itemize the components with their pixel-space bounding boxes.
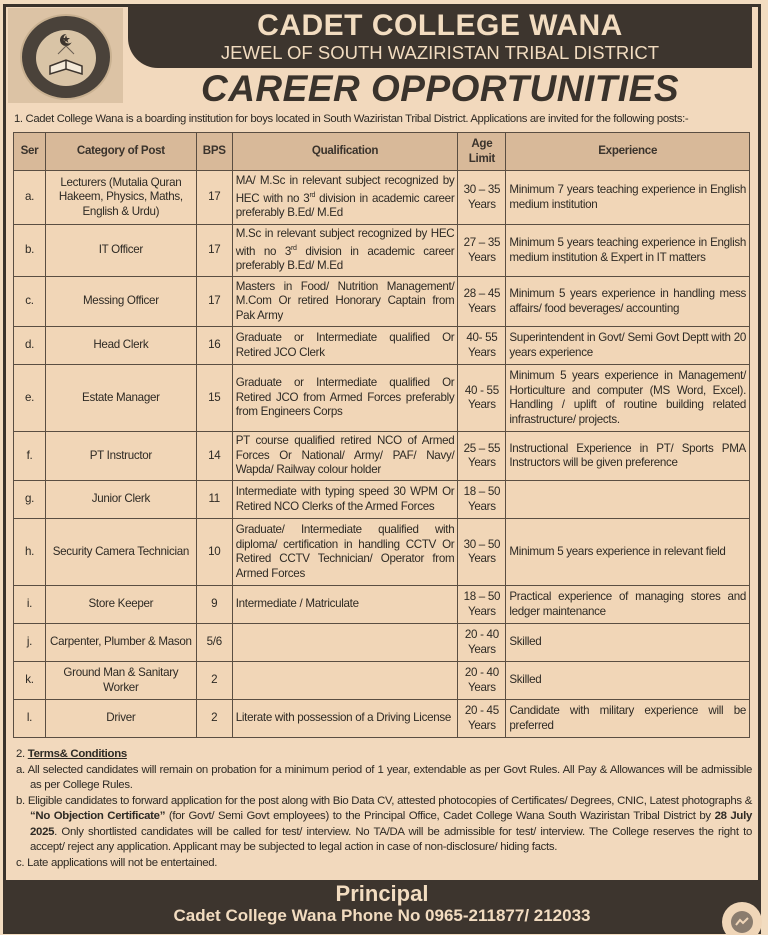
row-age-limit: 30 – 50 Years — [458, 519, 506, 586]
term-b — [16, 794, 752, 856]
row-age-limit: 40 - 55 Years — [458, 365, 506, 432]
row-experience: Minimum 5 years experience in relevant field — [506, 519, 750, 586]
row-ser: g. — [14, 481, 46, 519]
term-b-text-2: (for Govt/ Semi Govt employees) to the Principal Office, Cadet College Wana South Waziristan Tribal District by — [165, 810, 715, 822]
row-bps: 17 — [196, 171, 232, 225]
row-ser: i. — [14, 586, 46, 624]
row-ser: f. — [14, 432, 46, 481]
row-qualification: Literate with possession of a Driving License — [232, 700, 458, 738]
row-ser: b. — [14, 225, 46, 277]
row-bps: 16 — [196, 327, 232, 365]
term-c: c. Late applications will not be entertained. — [16, 856, 218, 869]
table-row — [14, 624, 750, 662]
row-age-limit: 28 – 45 Years — [458, 277, 506, 327]
row-age-limit: 20 - 40 Years — [458, 662, 506, 700]
table-row — [14, 327, 750, 365]
row-ser: j. — [14, 624, 46, 662]
header-experience: Experience — [506, 133, 750, 171]
row-bps: 2 — [196, 700, 232, 738]
logo-box — [8, 8, 123, 103]
row-qualification: PT course qualified retired NCO of Armed Forces Or National/ Army/ PAF/ Navy/ Wapda/ Railway colour holder — [232, 432, 458, 481]
row-age-limit: 18 – 50 Years — [458, 586, 506, 624]
row-age-limit: 20 - 45 Years — [458, 700, 506, 738]
table-row — [14, 481, 750, 519]
table-row — [14, 365, 750, 432]
row-bps: 5/6 — [196, 624, 232, 662]
row-bps: 15 — [196, 365, 232, 432]
row-qualification — [232, 624, 458, 662]
header-age-limit-text: Age Limit — [468, 137, 495, 165]
row-post: Estate Manager — [45, 365, 196, 432]
row-post: Junior Clerk — [45, 481, 196, 519]
row-post: Driver — [45, 700, 196, 738]
footer-contact: Cadet College Wana Phone No 0965-211877/ 212033 — [173, 906, 591, 925]
row-experience: Skilled — [506, 662, 750, 700]
row-experience: Practical experience of managing stores and ledger maintenance — [506, 586, 750, 624]
row-experience: Minimum 7 years teaching experience in English medium institution — [506, 171, 750, 225]
row-qualification: Graduate/ Intermediate qualified with diploma/ certification in handling CCTV Or Retired CCTV Technician/ Operator from Armed Forces — [232, 519, 458, 586]
term-b-text-1: b. Eligible candidates to forward application for the post along with Bio Data CV, attested photocopies of Certificates/ Degrees, CNIC, Latest photographs & — [16, 794, 752, 807]
row-qualification: M.Sc in relevant subject recognized by HEC with no 3rd division in academic career preferably B.Ed/ M.Ed — [232, 225, 458, 277]
term-b-text-3: . Only shortlisted candidates will be called for test/ interview. No TA/DA will be admissible for test/ interview. The College reserves the right to accept/ reject any application. Applicant may be subjected to legal action in case of non-disclosure/ hiding facts. — [30, 825, 752, 853]
row-post: Store Keeper — [45, 586, 196, 624]
table-row — [14, 171, 750, 225]
table-row — [14, 662, 750, 700]
row-qualification: Masters in Food/ Nutrition Management/ M.Com Or retired Honorary Captain from Pak Army — [232, 277, 458, 327]
table-row — [14, 519, 750, 586]
row-bps: 14 — [196, 432, 232, 481]
row-qualification — [232, 662, 458, 700]
messenger-button[interactable] — [722, 902, 762, 935]
page-subtitle: JEWEL OF SOUTH WAZIRISTAN TRIBAL DISTRICT — [220, 42, 660, 63]
table-row — [14, 432, 750, 481]
college-crest-logo — [20, 14, 112, 100]
header-age-limit — [458, 133, 506, 171]
header-qualification: Qualification — [232, 133, 458, 171]
row-bps: 2 — [196, 662, 232, 700]
term-b-deadline: 28 July 2025 — [30, 810, 752, 838]
term-b-noc: “No Objection Certificate” — [30, 810, 166, 822]
career-banner: CAREER OPPORTUNITIES — [200, 68, 680, 109]
terms-heading-text: Terms& Conditions — [27, 748, 127, 760]
row-experience: Minimum 5 years teaching experience in English medium institution & Expert in IT matters — [506, 225, 750, 277]
page-title: CADET COLLEGE WANA — [257, 9, 623, 42]
row-age-limit: 25 – 55 Years — [458, 432, 506, 481]
row-qualification: MA/ M.Sc in relevant subject recognized by HEC with no 3rd division in academic career preferably B.Ed/ M.Ed — [232, 171, 458, 225]
header-bps: BPS — [196, 133, 232, 171]
row-post: PT Instructor — [45, 432, 196, 481]
row-experience: Superintendent in Govt/ Semi Govt Deptt with 20 years experience — [506, 327, 750, 365]
row-ser: k. — [14, 662, 46, 700]
row-age-limit: 20 - 40 Years — [458, 624, 506, 662]
row-experience: Skilled — [506, 624, 750, 662]
row-post: Head Clerk — [45, 327, 196, 365]
row-age-limit: 40- 55 Years — [458, 327, 506, 365]
row-post: IT Officer — [45, 225, 196, 277]
row-ser: a. — [14, 171, 46, 225]
terms-section — [16, 747, 752, 871]
row-ser: e. — [14, 365, 46, 432]
table-header-row — [14, 133, 750, 171]
row-ser: l. — [14, 700, 46, 738]
footer-title: Principal — [335, 881, 429, 906]
table-row — [14, 586, 750, 624]
row-age-limit: 27 – 35 Years — [458, 225, 506, 277]
row-post: Security Camera Technician — [45, 519, 196, 586]
row-ser: c. — [14, 277, 46, 327]
row-experience: Minimum 5 years experience in handling mess affairs/ food beverages/ accounting — [506, 277, 750, 327]
row-ser: h. — [14, 519, 46, 586]
row-experience — [506, 481, 750, 519]
row-bps: 10 — [196, 519, 232, 586]
messenger-icon — [731, 911, 753, 933]
header-category: Category of Post — [45, 133, 196, 171]
row-bps: 11 — [196, 481, 232, 519]
row-qualification: Graduate or Intermediate qualified Or Retired JCO from Armed Forces preferably from Engineers Corps — [232, 365, 458, 432]
posts-table — [13, 132, 750, 738]
row-age-limit: 18 – 50 Years — [458, 481, 506, 519]
terms-heading — [16, 747, 752, 763]
row-experience: Instructional Experience in PT/ Sports PMA Instructors will be given preference — [506, 432, 750, 481]
row-qualification: Intermediate with typing speed 30 WPM Or Retired NCO Clerks of the Armed Forces — [232, 481, 458, 519]
row-bps: 17 — [196, 277, 232, 327]
table-row — [14, 277, 750, 327]
row-experience: Minimum 5 years experience in Management/ Horticulture and computer (MS Word, Excel). Handling / uplift of routine building related infrastructure/ projects. — [506, 365, 750, 432]
row-post: Ground Man & Sanitary Worker — [45, 662, 196, 700]
term-a: a. All selected candidates will remain on probation for a minimum period of 1 year, extendable as per Govt Rules. All Pay & Allowances will be admissible as per College Rules. — [16, 763, 752, 791]
row-ser: d. — [14, 327, 46, 365]
row-bps: 9 — [196, 586, 232, 624]
table-row — [14, 225, 750, 277]
row-post: Messing Officer — [45, 277, 196, 327]
row-post: Carpenter, Plumber & Mason — [45, 624, 196, 662]
row-experience: Candidate with military experience will be preferred — [506, 700, 750, 738]
row-age-limit: 30 – 35 Years — [458, 171, 506, 225]
terms-number: 2. — [16, 748, 25, 760]
intro-text: 1. Cadet College Wana is a boarding institution for boys located in South Waziristan Tribal District. Applications are invited for the following posts:- — [14, 113, 689, 125]
row-qualification: Graduate or Intermediate qualified Or Retired JCO Clerk — [232, 327, 458, 365]
row-bps: 17 — [196, 225, 232, 277]
row-qualification: Intermediate / Matriculate — [232, 586, 458, 624]
row-post: Lecturers (Mutalia Quran Hakeem, Physics, Maths, English & Urdu) — [45, 171, 196, 225]
crest-emblem-icon — [22, 16, 114, 102]
table-row — [14, 700, 750, 738]
header-ser: Ser — [14, 133, 46, 171]
